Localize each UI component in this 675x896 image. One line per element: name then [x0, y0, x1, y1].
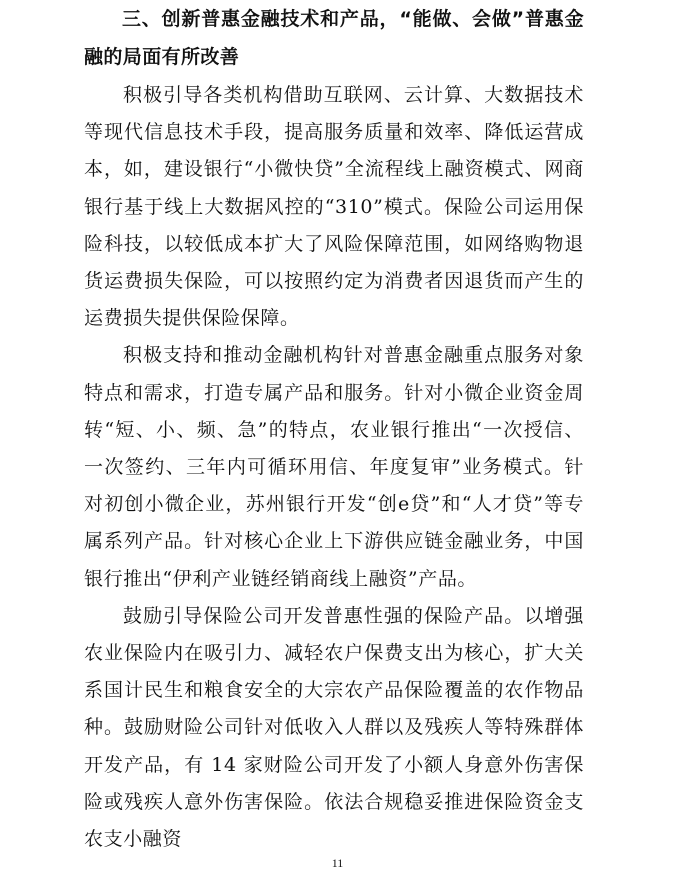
page-number: 11 [331, 856, 344, 870]
paragraph-digital-technology: 积极引导各类机构借助互联网、云计算、大数据技术等现代信息技术手段，提高服务质量和效率、降低运营成本，如，建设银行“小微快贷”全流程线上融资模式、网商银行基于线上大数据风控的“310”模式。保险公司运用保险科技，以较低成本扩大了风险保障范围，如网络购物退货运费损失保险，可以按照约定为消费者因退货而产生的运费损失提供保险保障。 [84, 84, 584, 330]
section-heading: 三、创新普惠金融技术和产品，“能做、会做”普惠金融的局面有所改善 [84, 8, 584, 68]
paragraph-dedicated-products: 积极支持和推动金融机构针对普惠金融重点服务对象特点和需求，打造专属产品和服务。针对小微企业资金周转“短、小、频、急”的特点，农业银行推出“一次授信、一次签约、三年内可循环用信、年度复审”业务模式。针对初创小微企业，苏州银行开发“创e贷”和“人才贷”等专属系列产品。针对核心企业上下游供应链金融业务，中国银行推出“伊利产业链经销商线上融资”产品。 [84, 344, 584, 590]
paragraph-insurance-products: 鼓励引导保险公司开发普惠性强的保险产品。以增强农业保险内在吸引力、减轻农户保费支出为核心，扩大关系国计民生和粮食安全的大宗农产品保险覆盖的农作物品种。鼓励财险公司针对低收入人群以及残疾人等特殊群体开发产品，有 14 家财险公司开发了小额人身意外伤害保险或残疾人意外伤害保险。依法合规稳妥推进保险资金支农支小融资 [84, 604, 584, 851]
body-text [84, 77, 584, 858]
